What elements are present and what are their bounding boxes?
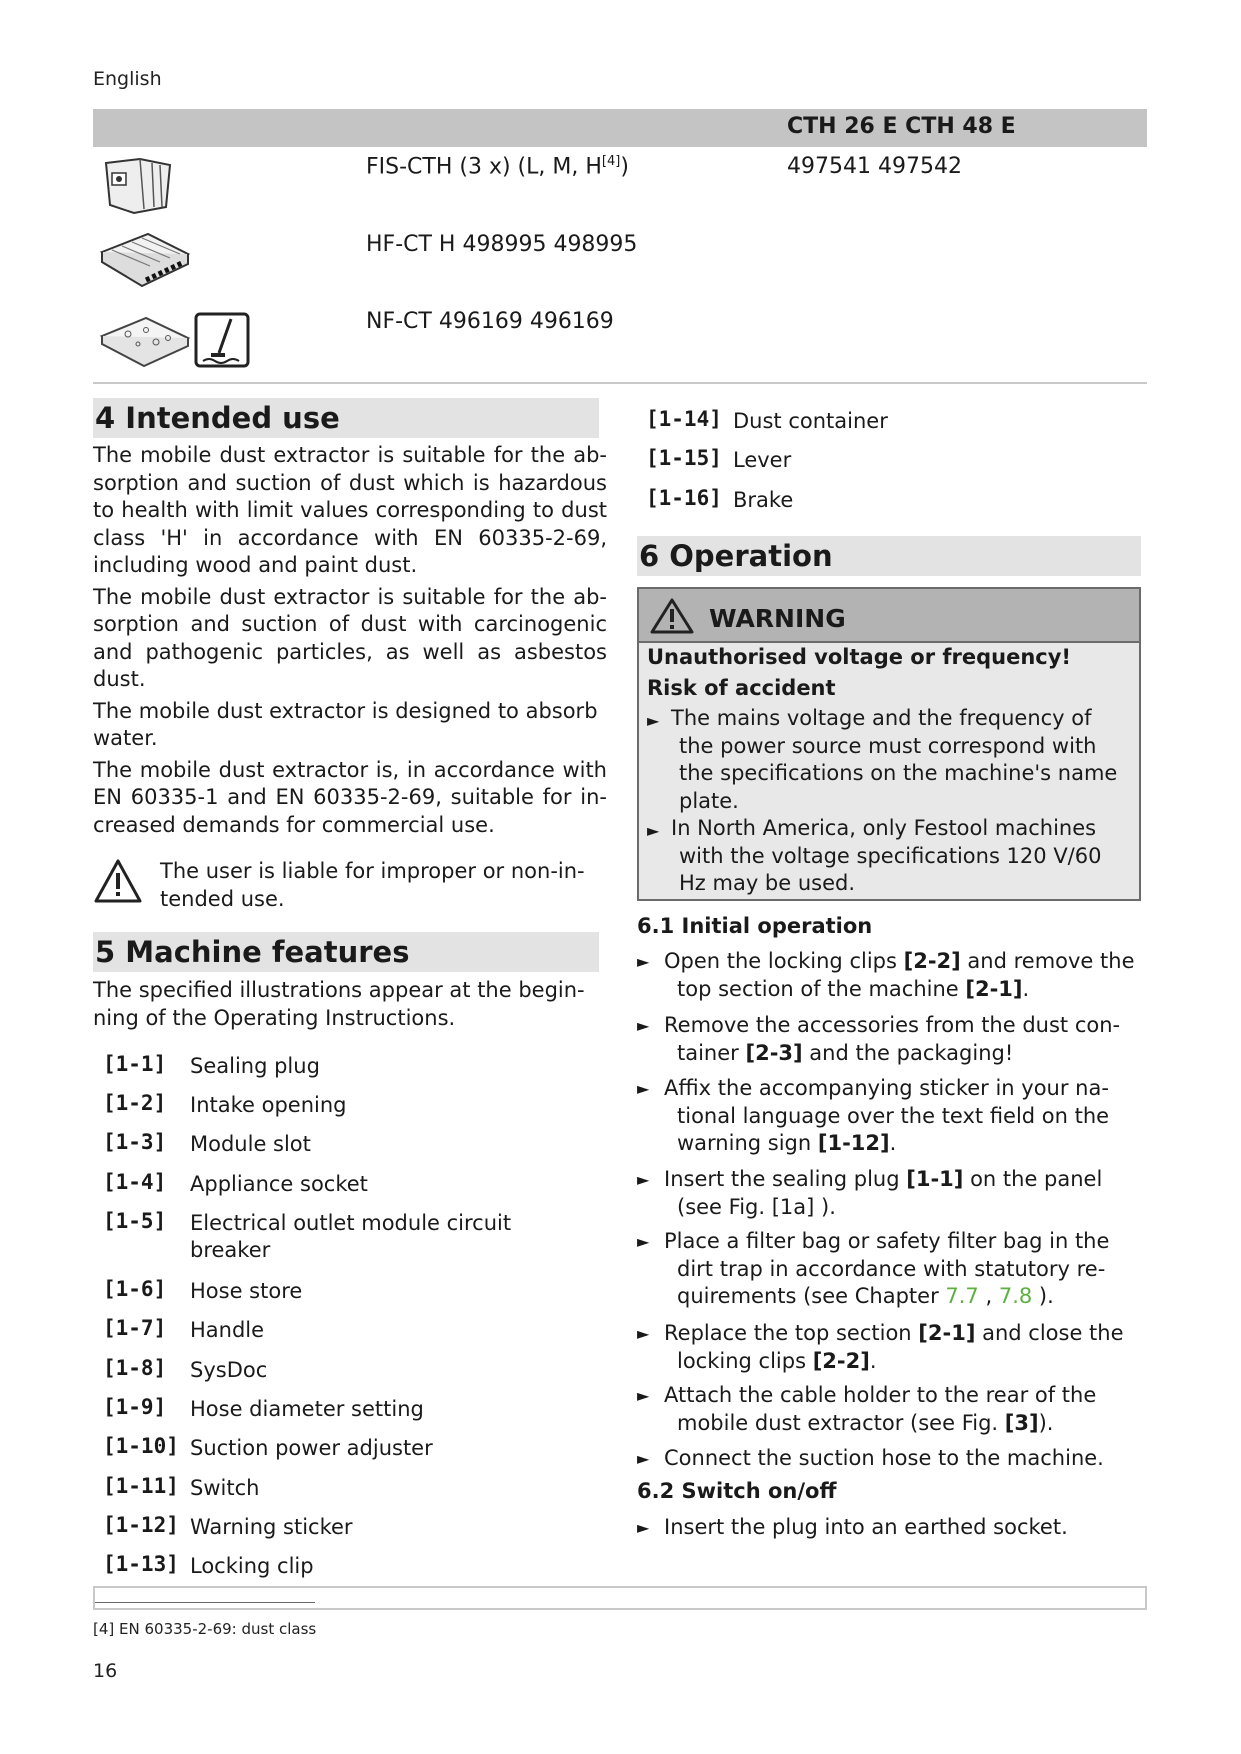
warning-box [637, 587, 1141, 901]
step-5 [637, 1228, 1137, 1311]
feature-label: Electrical outlet module circuit [190, 1211, 512, 1235]
warning-line-2: Risk of accident [647, 676, 836, 700]
warning-line-1: Unauthorised voltage or frequency! [647, 645, 1072, 669]
wet-suction-icon [193, 311, 251, 369]
arrow-bullet-icon: ► [647, 711, 660, 730]
feature-label: Switch [190, 1476, 260, 1500]
page-number: 16 [93, 1660, 118, 1682]
warning-header [639, 589, 1139, 643]
chapter-link-7-7[interactable]: 7.7 [945, 1284, 979, 1308]
accessory-row-3-name: NF-CT 496169 496169 [366, 309, 614, 334]
feature-key: [1-12] [103, 1513, 179, 1537]
warning-bullet-text: In North America, only Festool machines with the voltage specifications 120 V/60 Hz may be used. [671, 816, 1102, 895]
feature-label: Lever [733, 448, 792, 472]
intended-use-paragraph-3: The mobile dust extractor is designed to absorb water. [93, 698, 598, 750]
step-8 [637, 1445, 1137, 1473]
warning-triangle-icon [94, 858, 142, 904]
warning-title: WARNING [709, 604, 846, 633]
subsection-6-1-title: 6.1 Initial operation [637, 914, 873, 938]
feature-key: [1-6] [103, 1277, 167, 1301]
accessory-row-1-name: FIS-CTH (3 x) (L, M, H[4]) [366, 154, 629, 180]
footnote-rule [95, 1602, 315, 1603]
feature-key: [1-15] [646, 446, 722, 470]
step-4 [637, 1166, 1137, 1221]
table-bottom-rule [93, 382, 1147, 384]
step-text: Open the locking clips [2-2] and remove the top section of the machine [2-1]. [664, 949, 1135, 1001]
feature-key: [1-8] [103, 1356, 167, 1380]
feature-label: Warning sticker [190, 1515, 353, 1539]
feature-key: [1-7] [103, 1316, 167, 1340]
wet-filter-icon [98, 312, 192, 370]
step-2 [637, 1012, 1137, 1067]
section-4-title: 4 Intended use [93, 398, 599, 438]
feature-key: [1-5] [103, 1209, 167, 1233]
arrow-bullet-icon: ► [637, 1232, 650, 1251]
feature-label: SysDoc [190, 1358, 268, 1382]
feature-key: [1-16] [646, 486, 722, 510]
feature-key: [1-2] [103, 1091, 167, 1115]
feature-key: [1-1] [103, 1052, 167, 1076]
accessory-row-1-numbers: 497541 497542 [787, 154, 962, 179]
arrow-bullet-icon: ► [637, 1518, 650, 1537]
step-text: Replace the top section [2-1] and close the locking clips [2-2]. [664, 1321, 1124, 1373]
step-7 [637, 1382, 1137, 1437]
warning-bullet-2 [647, 815, 1131, 898]
language-label: English [93, 68, 162, 90]
warning-bullet-text: The mains voltage and the frequency of the power source must correspond with the specifications on the machine's name plate. [671, 706, 1118, 813]
arrow-bullet-icon: ► [637, 1324, 650, 1343]
step-text: Connect the suction hose to the machine. [664, 1446, 1104, 1470]
intended-use-paragraph-1: The mobile dust extractor is suitable for the ab- sorption and suction of dust which is hazardous to health with limit values corresponding to dust class 'H' in accordance with EN 60335-2-69, including wood and paint dust. [93, 443, 607, 577]
section-6-title: 6 Operation [637, 536, 1141, 576]
filter-bag-icon [100, 155, 176, 217]
step-text: Remove the accessories from the dust con- tainer [2-3] and the packaging! [664, 1013, 1121, 1065]
arrow-bullet-icon: ► [637, 1386, 650, 1405]
intended-use-paragraph-2: The mobile dust extractor is suitable for the ab- sorption and suction of dust with carcinogenic and pathogenic particles, as well as asbestos dust. [93, 584, 607, 691]
step-text: Attach the cable holder to the rear of the mobile dust extractor (see Fig. [3]). [664, 1383, 1097, 1435]
feature-label: Appliance socket [190, 1172, 368, 1196]
bottom-frame [93, 1586, 1147, 1610]
feature-label: Sealing plug [190, 1054, 320, 1078]
footnote: [4] EN 60335-2-69: dust class [93, 1620, 317, 1638]
warning-triangle-icon [650, 597, 694, 635]
feature-label: Dust container [733, 409, 888, 433]
table-column-title: CTH 26 E CTH 48 E [787, 114, 1016, 139]
arrow-bullet-icon: ► [637, 952, 650, 971]
feature-key: [1-9] [103, 1395, 167, 1419]
step-text: Insert the plug into an earthed socket. [664, 1515, 1068, 1539]
arrow-bullet-icon: ► [637, 1016, 650, 1035]
feature-label: Module slot [190, 1132, 311, 1156]
feature-key: [1-13] [103, 1552, 179, 1576]
feature-key: [1-14] [646, 407, 722, 431]
step-6 [637, 1320, 1137, 1375]
feature-key: [1-4] [103, 1170, 167, 1194]
liability-note: The user is liable for improper or non-in- tended use. [160, 859, 585, 911]
intended-use-paragraph-4: The mobile dust extractor is, in accordance with EN 60335-1 and EN 60335-2-69, suitable for in- creased demands for commercial use. [93, 757, 607, 837]
chapter-link-7-8[interactable]: 7.8 [998, 1284, 1033, 1308]
warning-bullet-1 [647, 705, 1131, 815]
arrow-bullet-icon: ► [637, 1079, 650, 1098]
feature-label-continued: breaker [190, 1238, 271, 1262]
feature-label: Hose store [190, 1279, 303, 1303]
intended-use-body [93, 442, 607, 843]
step-text: Insert the sealing plug [1-1] on the panel (see Fig. [1a] ). [664, 1167, 1103, 1219]
step-text: Place a filter bag or safety filter bag in the dirt trap in accordance with statutory re- quirements (see Chapter 7.7 , 7.8 ). [664, 1229, 1110, 1308]
main-filter-icon [98, 230, 192, 290]
arrow-bullet-icon: ► [637, 1170, 650, 1189]
step-3 [637, 1075, 1137, 1158]
feature-label: Brake [733, 488, 794, 512]
arrow-bullet-icon: ► [637, 1449, 650, 1468]
feature-label: Intake opening [190, 1093, 347, 1117]
arrow-bullet-icon: ► [647, 821, 660, 840]
feature-label: Suction power adjuster [190, 1436, 433, 1460]
features-intro: The specified illustrations appear at the begin- ning of the Operating Instructions. [93, 978, 585, 1030]
step-1 [637, 948, 1137, 1003]
switch-step-1 [637, 1514, 1137, 1542]
section-5-title: 5 Machine features [93, 932, 599, 972]
feature-label: Locking clip [190, 1554, 314, 1578]
feature-label: Hose diameter setting [190, 1397, 424, 1421]
feature-key: [1-11] [103, 1474, 179, 1498]
step-text: Affix the accompanying sticker in your na- tional language over the text field on the warning sign [1-12]. [664, 1076, 1110, 1155]
feature-label: Handle [190, 1318, 265, 1342]
accessory-row-2-name: HF-CT H 498995 498995 [366, 232, 638, 257]
feature-key: [1-10] [103, 1434, 179, 1458]
feature-key: [1-3] [103, 1130, 167, 1154]
subsection-6-2-title: 6.2 Switch on/off [637, 1479, 837, 1503]
